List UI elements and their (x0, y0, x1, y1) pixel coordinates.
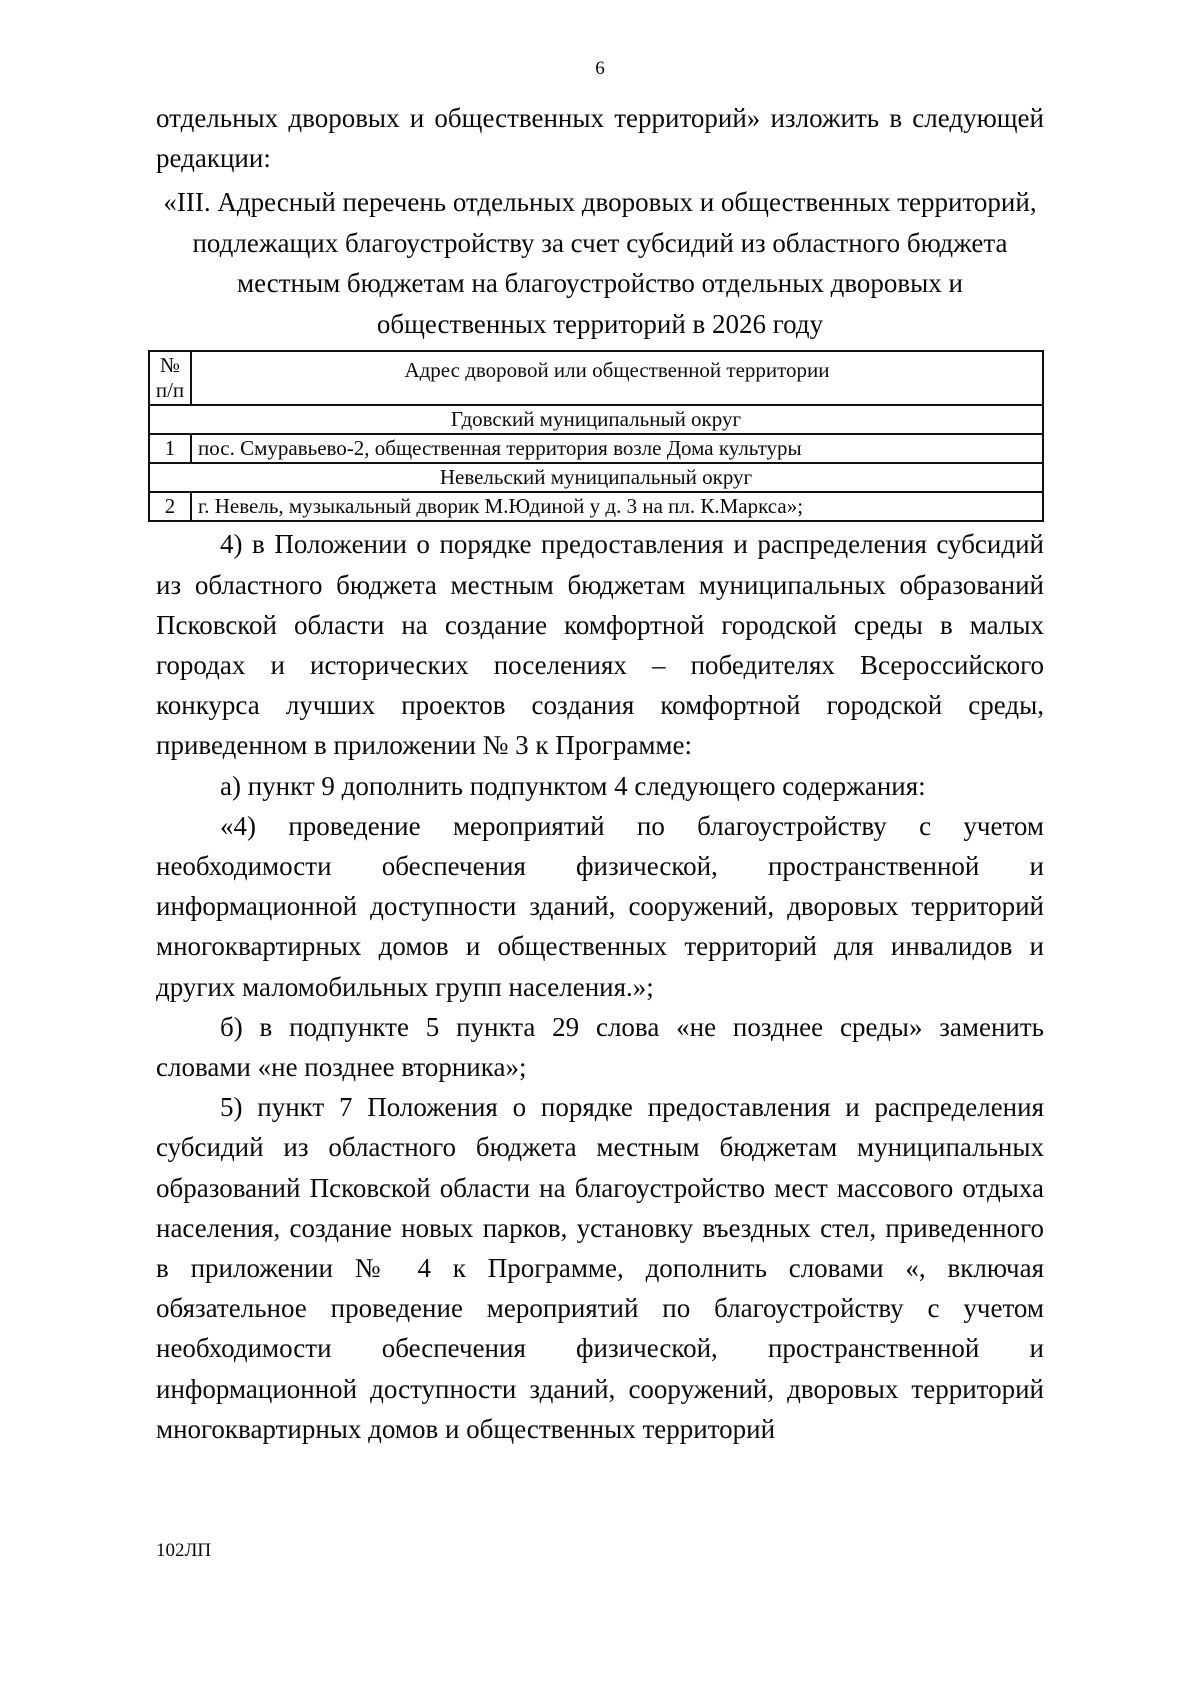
row-address-cell: г. Невель, музыкальный дворик М.Юдиной у д. 3 на пл. К.Маркса»; (191, 492, 1043, 521)
header-num-cell: № п/п (149, 351, 191, 405)
row-address-cell: пос. Смуравьево-2, общественная территория возле Дома культуры (191, 434, 1043, 463)
paragraph-item-a: а) пункт 9 дополнить подпунктом 4 следующего содержания: (220, 770, 926, 801)
row-num-cell: 1 (149, 434, 191, 463)
region-row (149, 463, 1043, 492)
table-row (149, 492, 1043, 521)
document-code: 102ЛП (156, 1540, 212, 1561)
document-body (156, 98, 1044, 1449)
region-cell: Гдовский муниципальный округ (149, 405, 1043, 434)
address-table (148, 350, 1044, 522)
region-cell: Невельский муниципальный округ (149, 463, 1043, 492)
section-heading: «III. Адресный перечень отдельных дворовых и общественных территорий, подлежащих благоустройству за счет субсидий из областного бюджета местным бюджетам на благоустройство отдельных дворовых и общественных территорий в 2026 году (163, 187, 1037, 339)
paragraph-item-4: 4) в Положении о порядке предоставления и распределения субсидий из областного бюджета местным бюджетам муниципальных образований Псковской области на создание комфортной городской среды в малых городах и исторических поселениях – победителях Всероссийского конкурса лучших проектов создания комфортной городской среды, приведенном в приложении № 3 к Программе: (156, 529, 1044, 761)
paragraph-item-5: 5) пункт 7 Положения о порядке предоставления и распределения субсидий из областного бюджета местным бюджетам муниципальных образований Псковской области на благоустройство мест массового отдыха населения, создание новых парков, установку въездных стел, приведенного в приложении № 4 к Программе, дополнить словами «, включая обязательное проведение мероприятий по благоустройству с учетом необходимости обеспечения физической, пространственной и информационной доступности зданий, сооружений, дворовых территорий многоквартирных домов и общественных территорий (156, 1092, 1044, 1444)
region-row (149, 405, 1043, 434)
intro-paragraph: отдельных дворовых и общественных территорий» изложить в следующей редакции: (156, 103, 1044, 174)
paragraph-item-a-quote: «4) проведение мероприятий по благоустройству с учетом необходимости обеспечения физической, пространственной и информационной доступности зданий, сооружений, дворовых территорий многоквартирных домов и общественных территорий для инвалидов и других маломобильных групп населения.»; (156, 810, 1044, 1002)
header-address-cell: Адрес дворовой или общественной территории (191, 351, 1043, 405)
table-header-row (149, 351, 1043, 405)
row-num-cell: 2 (149, 492, 191, 521)
table-row (149, 434, 1043, 463)
page-number: 6 (595, 58, 605, 79)
paragraph-item-b: б) в подпункте 5 пункта 29 слова «не позднее среды» заменить словами «не позднее вторника»; (156, 1011, 1044, 1083)
